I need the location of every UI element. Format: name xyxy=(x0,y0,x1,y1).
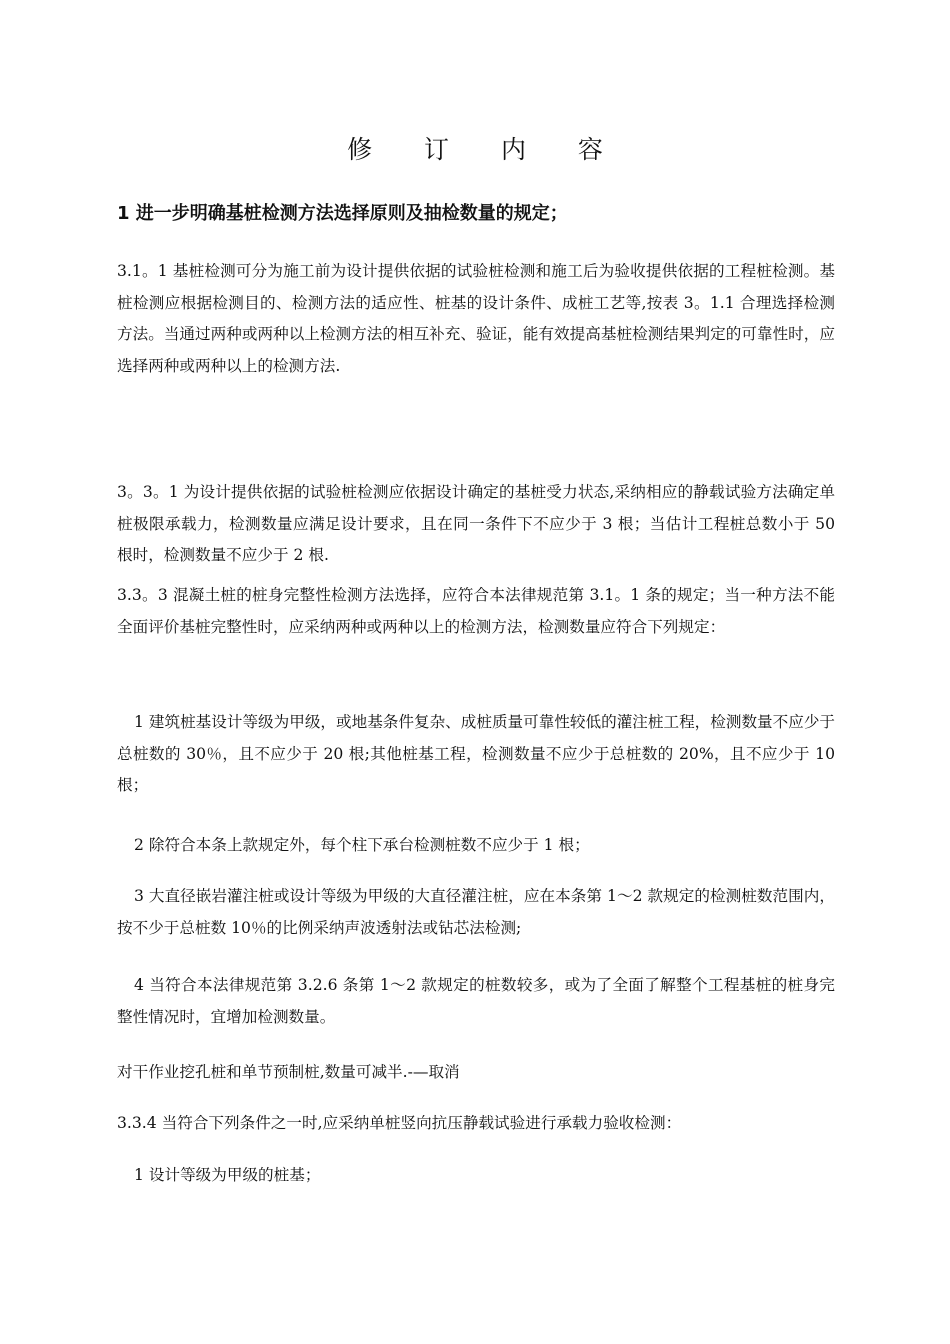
paragraph-3-3-3: 3.3。3 混凝土桩的桩身完整性检测方法选择，应符合本法律规范第 3.1。1 条的规定；当一种方法不能全面评价基桩完整性时，应采纳两种或两种以上的检测方法，检测数量应符合下列规定： xyxy=(117,586,835,636)
list-item-3-3-4-1: 1 设计等级为甲级的桩基； xyxy=(134,1166,321,1184)
revision-note: 对干作业挖孔桩和单节预制桩,数量可减半.-—取消 xyxy=(117,1063,460,1081)
paragraph-3-3-1: 3。3。1 为设计提供依据的试验桩检测应依据设计确定的基桩受力状态,采纳相应的静载试验方法确定单桩极限承载力，检测数量应满足设计要求，且在同一条件下不应少于 3 根；当估计工程桩总数小于 50 根时，检测数量不应少于 2 根. xyxy=(117,483,835,564)
paragraph-3-3-4: 3.3.4 当符合下列条件之一时,应采纳单桩竖向抗压静载试验进行承载力验收检测： xyxy=(117,1114,682,1132)
list-item-4: 4 当符合本法律规范第 3.2.6 条第 1～2 款规定的桩数较多，或为了全面了解整个工程基桩的桩身完整性情况时，宜增加检测数量。 xyxy=(117,976,835,1026)
document-title: 修 订 内 容 xyxy=(347,135,625,164)
section-heading: 1 进一步明确基桩检测方法选择原则及抽检数量的规定； xyxy=(117,203,568,224)
list-item-1: 1 建筑桩基设计等级为甲级，或地基条件复杂、成桩质量可靠性较低的灌注桩工程，检测数量不应少于总桩数的 30％，且不应少于 20 根;其他桩基工程，检测数量不应少于总桩数的 20%，且不应少于 10 根； xyxy=(117,713,836,794)
paragraph-3-1-1: 3.1。1 基桩检测可分为施工前为设计提供依据的试验桩检测和施工后为验收提供依据的工程桩检测。基桩检测应根据检测目的、检测方法的适应性、桩基的设计条件、成桩工艺等,按表 3。1.1 合理选择检测方法。当通过两种或两种以上检测方法的相互补充、验证，能有效提高基桩检测结果判定的可靠性时，应选择两种或两种以上的检测方法. xyxy=(117,262,835,375)
list-item-3: 3 大直径嵌岩灌注桩或设计等级为甲级的大直径灌注桩，应在本条第 1～2 款规定的检测桩数范围内，按不少于总桩数 10％的比例采纳声波透射法或钻芯法检测; xyxy=(117,887,835,937)
list-item-2: 2 除符合本条上款规定外，每个柱下承台检测桩数不应少于 1 根； xyxy=(134,836,590,854)
